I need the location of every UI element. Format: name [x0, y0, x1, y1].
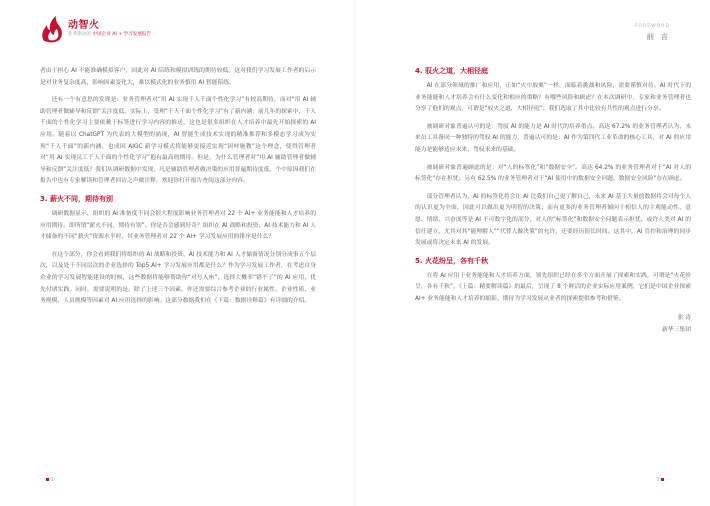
paragraph: 还有一个有意思的发现是：业务管理者对“用 AI 实现千人千面个性化学习”有较高期待，而对“用 AI 辅助管理者做辅导和反馈”关注度低。实际上，受理“千人千面个性化学习”有了新内涵：前几年的探索中，千人千面的个性化学习主要依赖于标签进行学习内容的推送，这也是很多组织在人才培养中最先开始探索的 AI 应用。随着以 ChatGPT 为代表的大模型的涌现，AI 智能生成技术实现的精准推荐和多模态学习成为实现“千人千面”的新内涵，也成因 AIGC 新学习模式将能够更接近实现“因材施教”这个理念，使得管理者对“用 AI 实现员工千人千面的个性化学习”抱有最高的期待。但是，为什么管理者对“用 AI 辅助管理者做辅导和反馈”关注度低？我们从调研数据中发现，凡是辅助管理者做决策的应用普遍期待度低。个中原因我们在报告中也有专家解读和管理者回访之声做注释，欢迎你打开报告查阅这部分内容。: [40, 97, 316, 185]
paragraph: 在这个部分，你会看到我们将组织的 AI 战略和投资、AI 技术能力和 AI 人才储备情况分别分成事五个层次，以及处于不同层次的企业选择的 Top5 AI+ 学习发展应用都是什么？作为学习发展工作者，在考虑自身企业的学习发展智能建设的时候，这些数据将能够帮助你“对号入座”，选择大概率“错不了”的 AI 应用，优先付诸实践。同时，需要说明的是，除了上述三个因素，你还需要综合参考企业的行业属性、企业性质、业务规模、人员规模等因素对 AI 应用选择的影响。这部分数据我们在《下篇：数据诠释篇》有详细的介绍。: [40, 251, 316, 305]
logo-title: 动智火: [68, 20, 100, 31]
logo-subtitle-main: 中国企业 AI + 学习发展报告: [92, 32, 152, 37]
page-number-right: [656, 477, 664, 483]
logo-subtitle: [68, 31, 151, 37]
left-body-text: [40, 66, 316, 314]
paragraph: 调研数据显示，组织的 AI 准备度不同会很大程度影响业务管理者对 22 个 AI+ 业务能能和人才培养的应用期待。即所谓“薪火不同，期待有别”。你是否会感到好奇？组织在 AI 战略和投资、AI 技术能力和 AI 人才储备的不同“薪火”资源水平时，其业务管理者对 22 个 AI+ 学习发展应用的排序是什么？: [40, 210, 316, 241]
paragraph: 被调研对象普遍顾虑的是：对“人的标签化”和“数据安全”。高达 64.2% 的业务管理者对于“AI 对人的标签化”存在担忧；另有 62.5% 的业务管理者对于“AI 使用中的数据安全问题，数据安全风险”存在顾虑。: [415, 164, 691, 183]
report-logo: [38, 14, 208, 48]
section-label: [635, 24, 670, 42]
logo-subtitle-prefix: 业务驱动的: [68, 32, 91, 37]
paragraph: 在将 AI 应用于业务能能和人才培养方面，领先组织已经在多个方面开展了探索和实践，可谓是“火花纷呈，各有千秋”。《上篇：精要解读篇》的最后，呈现了 8 个鲜活的企业实际应用案例，它们是中国企业探索 AI+ 业务能能和人才培养的缩影，期待为学习发展从业者的探索提供参考和借鉴。: [415, 272, 691, 302]
page-number-left: [46, 477, 54, 483]
signature-block: [415, 312, 691, 336]
foreword-label-en: FOREWORD: [634, 24, 670, 29]
section-heading: 3. 薪火不同，期待有别: [40, 194, 113, 203]
signature-org: 新华三集团: [662, 326, 691, 333]
flame-logo-icon: [38, 14, 68, 44]
paragraph: 者由于担心 AI 不能准确模拟客户，因此对 AI 陪练和模拟训练的期待较低。这对我们学习发展工作者的启示是对业务复杂度高、影响因素变化大，难以模式化的业务慎用 AI 智能陪练。: [40, 68, 316, 86]
foreword-label-cn: 前 言: [646, 32, 670, 41]
paragraph: AI 在部分领域的推广和应用，正如“火中取栗”一样，面临着挑战和风险，需要谨慎对待。AI 时代下的业务能能和人才培养会有什么变化和相应的策略？有哪些风险和顾虑？在本次调研中，专家和业务管理者也分享了他们的观点，可谓是“驭火之道，大相径庭”。我们选取了其中比较有共性的观点进行分享。: [415, 83, 691, 113]
signature-name: 张 涛: [677, 314, 691, 321]
paragraph: 部分管理者认为，AI 的标签化将会让 AI 比我们自己更了解自己，未来 AI 基于大量的数据将会对每个人的认识更为全面，因此可以做出更为明智的决策；而有更多的业务管理者倾向于相信人的主观能动性、意愿、情绪、兴奋度等是 AI 不可数字化的部分，对人的“标签化”和数据安全问题表示担忧。或许人类对 AI 的信任建立，尤其对其“能理解人”“代替人做决策”的允许，还要经历很长时间。这其中，AI 管控和治理的同步发展或将决定未来 AI 的发展。: [415, 193, 691, 247]
right-body-text: [415, 66, 691, 336]
page-number-value: 3: [656, 477, 660, 483]
page-number-value: 1: [50, 477, 54, 483]
page-marker-icon: [46, 478, 49, 481]
paragraph: 被调研对象普遍认可的是：驾驭 AI 的能力是 AI 时代的培养重点。高达 67.2% 的业务管理者认为，未来员工具备同一种独特的驾驭 AI 的能力，普遍认可的是：AI 作为第四代工业革命的核心工具，对 AI 的应用能力是能够适应未来、驾驭未来的基础。: [415, 123, 691, 153]
page-marker-icon: [661, 478, 664, 481]
section-heading: 5. 火花纷呈，各有千秋: [415, 256, 488, 265]
section-heading: 4. 驭火之道，大相径庭: [415, 67, 488, 75]
right-page: [355, 0, 710, 506]
